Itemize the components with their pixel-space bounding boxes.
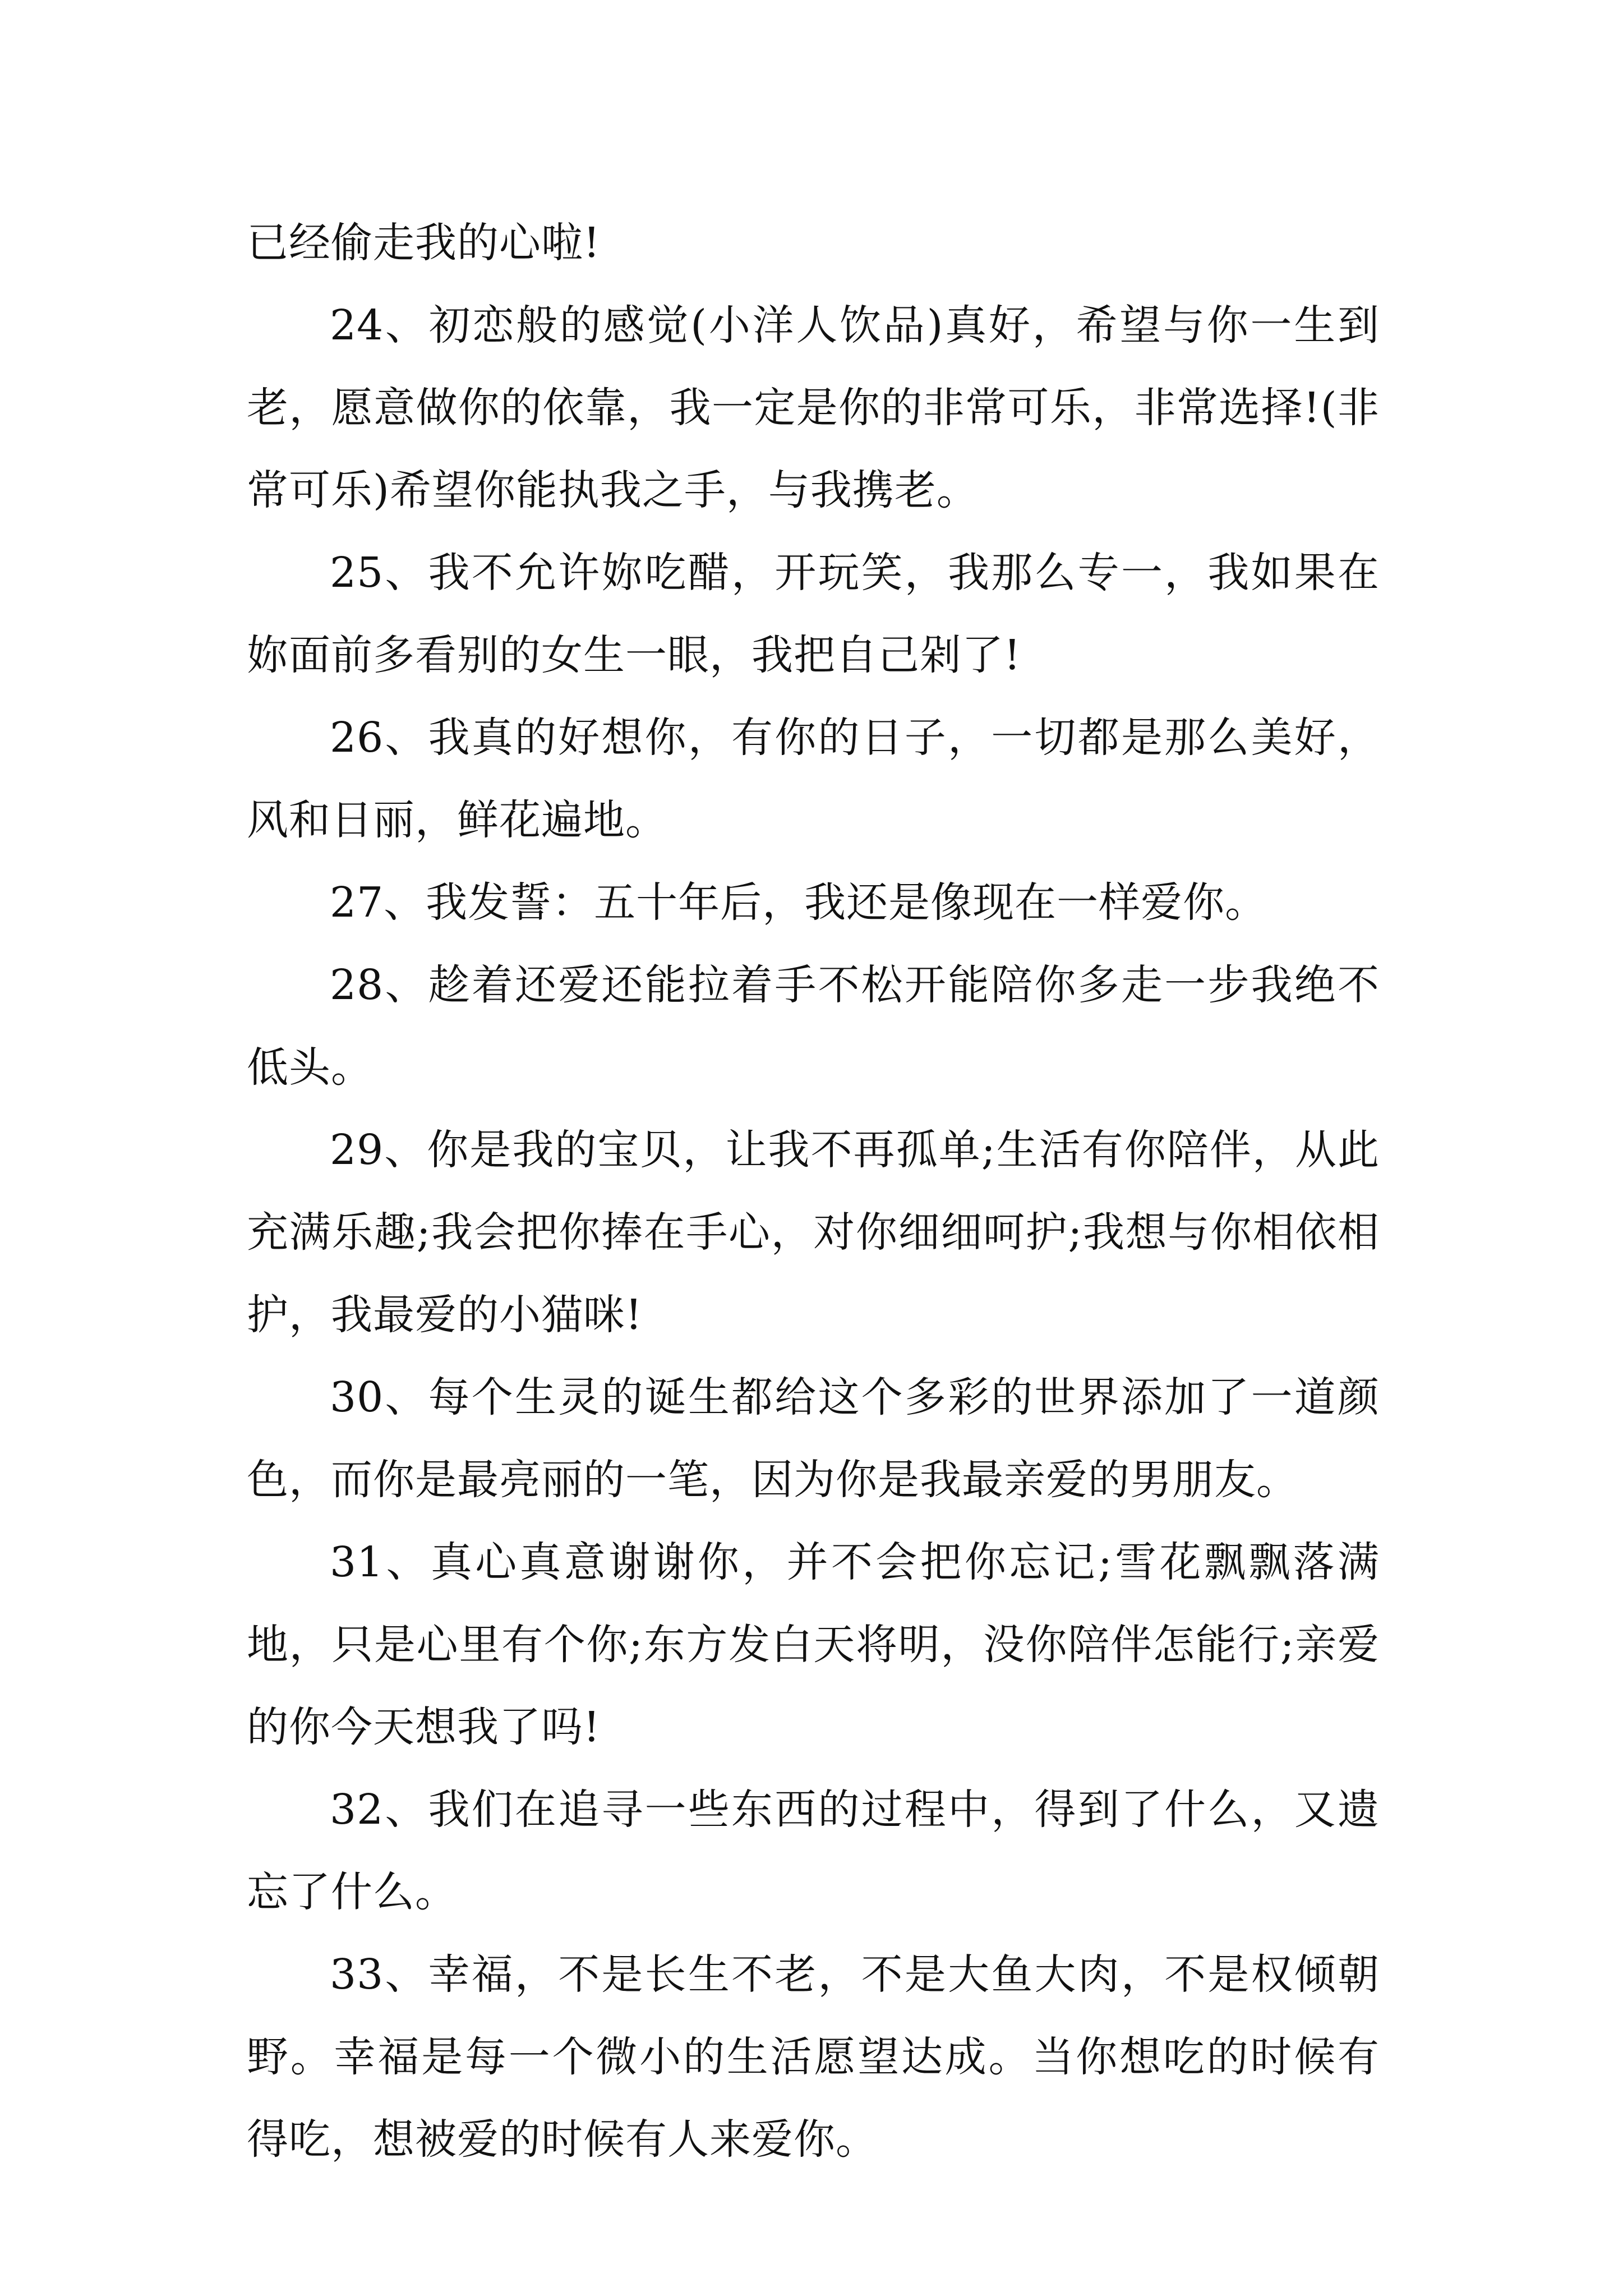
paragraph-24: 24、初恋般的感觉(小洋人饮品)真好，希望与你一生到老，愿意做你的依靠，我一定是你的非常可乐，非常选择!(非常可乐)希望你能执我之手，与我携老。 bbox=[247, 301, 1380, 514]
document-body bbox=[247, 202, 1380, 2181]
paragraph-30: 30、每个生灵的诞生都给这个多彩的世界添加了一道颜色，而你是最亮丽的一笔，因为你是我最亲爱的男朋友。 bbox=[247, 1373, 1380, 1504]
paragraph-32: 32、我们在追寻一些东西的过程中，得到了什么，又遗忘了什么。 bbox=[247, 1786, 1380, 1916]
paragraph-31: 31、真心真意谢谢你，并不会把你忘记;雪花飘飘落满地，只是心里有个你;东方发白天将明，没你陪伴怎能行;亲爱的你今天想我了吗! bbox=[247, 1538, 1380, 1751]
paragraph-33: 33、幸福，不是长生不老，不是大鱼大肉，不是权倾朝野。幸福是每一个微小的生活愿望达成。当你想吃的时候有得吃，想被爱的时候有人来爱你。 bbox=[247, 1950, 1380, 2164]
paragraph-27: 27、我发誓：五十年后，我还是像现在一样爱你。 bbox=[330, 878, 1267, 927]
paragraph-25: 25、我不允许妳吃醋，开玩笑，我那么专一，我如果在妳面前多看别的女生一眼，我把自己剁了! bbox=[247, 549, 1380, 679]
paragraph-26: 26、我真的好想你，有你的日子，一切都是那么美好，风和日丽，鲜花遍地。 bbox=[247, 714, 1380, 844]
paragraph-29: 29、你是我的宝贝，让我不再孤单;生活有你陪伴，从此充满乐趣;我会把你捧在手心，对你细细呵护;我想与你相依相护，我最爱的小猫咪! bbox=[247, 1126, 1380, 1339]
paragraph-continued: 已经偷走我的心啦! bbox=[247, 219, 601, 267]
paragraph-28: 28、趁着还爱还能拉着手不松开能陪你多走一步我绝不低头。 bbox=[247, 961, 1380, 1092]
